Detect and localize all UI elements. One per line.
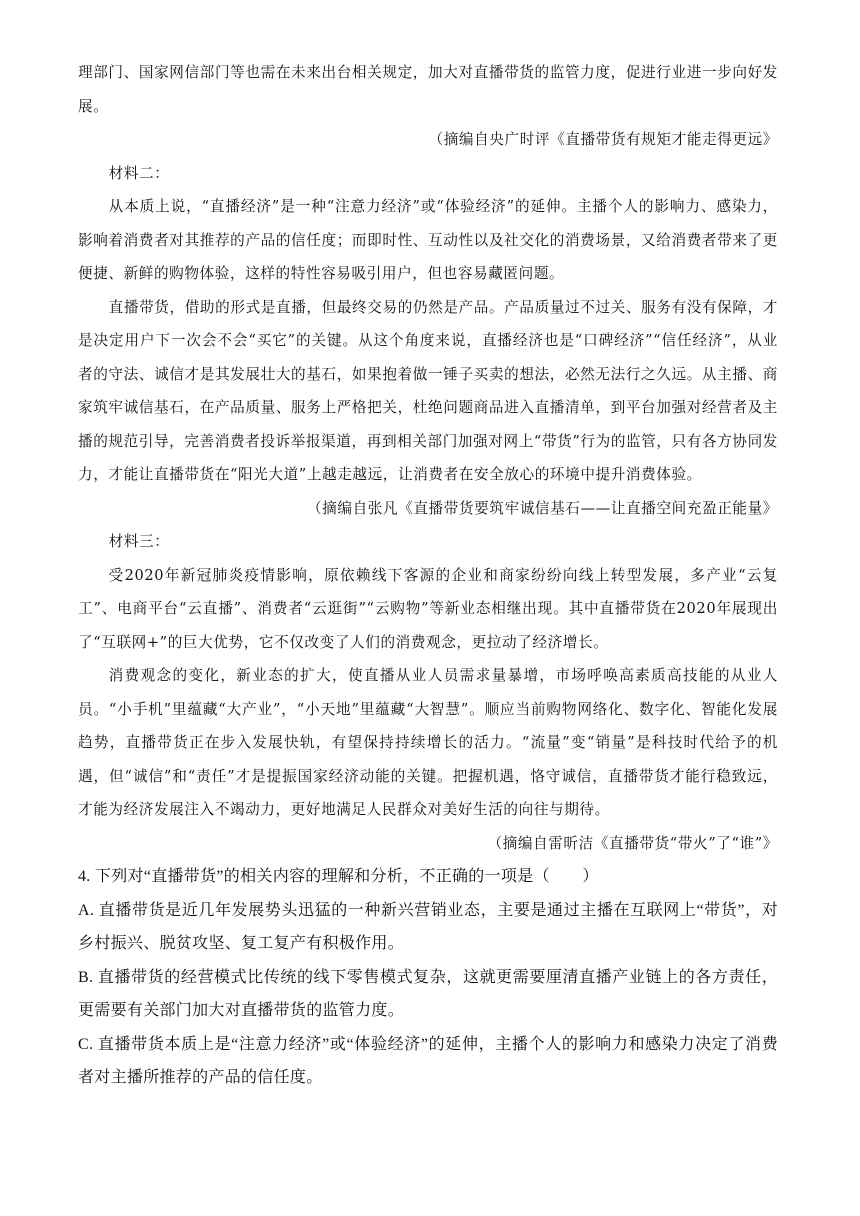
question4-stem: 4. 下列对“直播带货”的相关内容的理解和分析，不正确的一项是（ ） — [78, 868, 599, 885]
material1-source: （摘编自央广时评《直播带货有规矩才能走得更远》 — [428, 131, 778, 148]
material3-source: （摘编自雷昕洁《直播带货“带火”了“谁”》 — [487, 834, 778, 852]
material3-heading: 材料三： — [108, 533, 170, 550]
material1-tail-paragraph: 理部门、国家网信部门等也需在未来出台相关规定，加大对直播带货的监管力度，促进行业进一步向好发展。 — [78, 64, 778, 115]
material2-paragraph-2: 直播带货，借助的形式是直播，但最终交易的仍然是产品。产品质量过不过关、服务有没有保障，才是决定用户下一次会不会“买它”的关键。从这个角度来说，直播经济也是“口碑经济”“信任经济”，从业者的守法、诚信才是其发展壮大的基石，如果抱着做一锤子买卖的想法，必然无法行之久远。从主播、商家筑牢诚信基石，在产品质量、服务上严格把关，杜绝问题商品进入直播清单，到平台加强对经营者及主播的规范引导，完善消费者投诉举报渠道，再到相关部门加强对网上“带货”行为的监管，只有各方协同发力，才能让直播带货在“阳光大道”上越走越远，让消费者在安全放心的环境中提升消费体验。 — [78, 298, 778, 483]
question4-option-b: B. 直播带货的经营模式比传统的线下零售模式复杂，这就更需要厘清直播产业链上的各方责任，更需要有关部门加大对直播带货的监管力度。 — [78, 968, 778, 1019]
material3-paragraph-2: 消费观念的变化，新业态的扩大，使直播从业人员需求量暴增，市场呼唤高素质高技能的从业人员。“小手机”里蕴藏“大产业”，“小天地”里蕴藏“大智慧”。顺应当前购物网络化、数字化、智能化发展趋势，直播带货正在步入发展快轨，有望保持持续增长的活力。“流量”变“销量”是科技时代给予的机遇，但“诚信”和“责任”才是提振国家经济动能的关键。把握机遇，恪守诚信，直播带货才能行稳致远，才能为经济发展注入不竭动力，更好地满足人民群众对美好生活的向往与期待。 — [78, 667, 778, 818]
question4-option-a: A. 直播带货是近几年发展势头迅猛的一种新兴营销业态，主要是通过主播在互联网上“带货”，对乡村振兴、脱贫攻坚、复工复产有积极作用。 — [78, 901, 778, 952]
material2-heading: 材料二： — [108, 164, 170, 182]
question4-option-c: C. 直播带货本质上是“注意力经济”或“体验经济”的延伸，主播个人的影响力和感染力决定了消费者对主播所推荐的产品的信任度。 — [78, 1035, 778, 1086]
material2-paragraph-1: 从本质上说，“直播经济”是一种“注意力经济”或“体验经济”的延伸。主播个人的影响力、感染力，影响着消费者对其推荐的产品的信任度；而即时性、互动性以及社交化的消费场景，又给消费者带来了更便捷、新鲜的购物体验，这样的特性容易吸引用户，但也容易藏匿问题。 — [78, 198, 778, 282]
material2-source: （摘编自张凡《直播带货要筑牢诚信基石——让直播空间充盈正能量》 — [306, 499, 778, 517]
material3-paragraph-1: 受2020年新冠肺炎疫情影响，原依赖线下客源的企业和商家纷纷向线上转型发展，多产业“云复工”、电商平台“云直播”、消费者“云逛街”“云购物”等新业态相继出现。其中直播带货在2020年展现出了“互联网+”的巨大优势，它不仅改变了人们的消费观念，更拉动了经济增长。 — [78, 566, 778, 651]
